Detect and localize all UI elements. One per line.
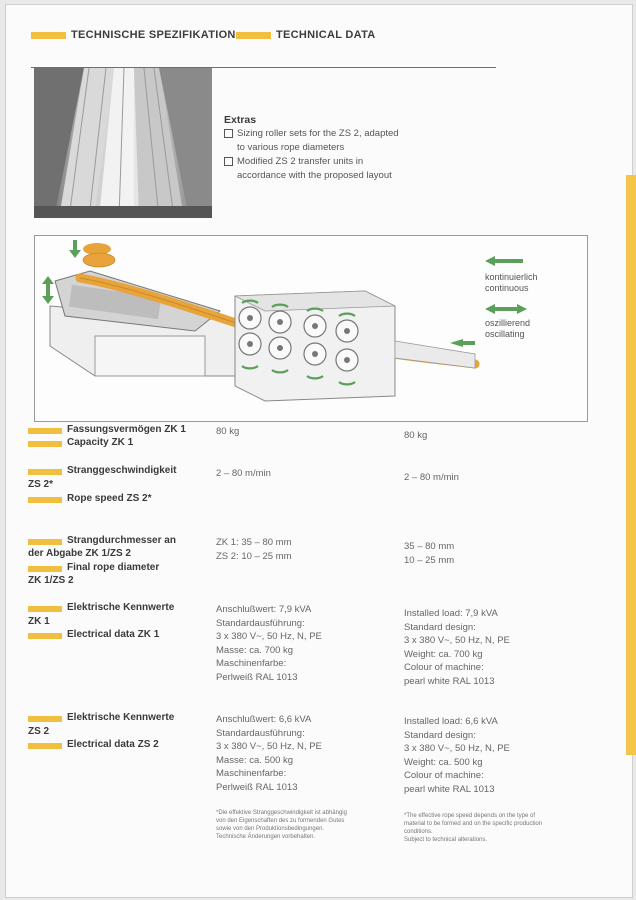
label-swatch	[28, 497, 62, 503]
header-swatch-left	[31, 32, 66, 39]
footnote-line: sowie von den Produktionsbedingungen.	[216, 826, 325, 832]
value-line: Perlweiß RAL 1013	[216, 781, 298, 793]
label-swatch	[28, 539, 62, 545]
footnote-line: *Die effektive Stranggeschwindigkeit ist abhängig	[216, 810, 347, 816]
elec-zk1-label-de-2: ZK 1	[28, 616, 50, 627]
legend-oscillating-en: oscillating	[485, 329, 525, 339]
label-swatch	[28, 441, 62, 447]
elec-zs2-label-de: Elektrische Kennwerte	[67, 712, 175, 723]
extras-title: Extras	[224, 114, 257, 126]
value-line: pearl white RAL 1013	[404, 783, 495, 795]
header-title-de: TECHNISCHE SPEZIFIKATION	[71, 29, 236, 41]
value-line: 3 x 380 V~, 50 Hz, N, PE	[216, 631, 322, 642]
machine-photo	[34, 68, 212, 218]
elec-zs2-value-en	[404, 715, 510, 796]
value-line: Installed load: 7,9 kVA	[404, 608, 498, 619]
footnote-en	[404, 812, 542, 844]
value-line: Standard design:	[404, 729, 476, 741]
value-line: Maschinenfarbe:	[216, 658, 287, 669]
label-swatch	[28, 743, 62, 749]
capacity-value-de: 80 kg	[216, 426, 240, 437]
footnote-line: von den Eigenschaften des zu formenden Gutes	[216, 818, 345, 824]
extras-item-text: Sizing roller sets for the ZS 2, adapted to various rope diameters	[237, 128, 399, 153]
label-swatch	[28, 716, 62, 722]
value-line: 10 – 25 mm	[404, 554, 455, 566]
rope-speed-value-de: 2 – 80 m/min	[216, 468, 271, 479]
value-line: Weight: ca. 700 kg	[404, 648, 483, 660]
diameter-value-en	[404, 540, 454, 567]
checkbox-icon	[224, 129, 233, 138]
extras-item	[224, 155, 404, 183]
value-line: 3 x 380 V~, 50 Hz, N, PE	[216, 741, 322, 752]
header-title-en: TECHNICAL DATA	[276, 29, 376, 41]
footnote-line: Technische Änderungen vorbehalten.	[216, 834, 316, 840]
capacity-value-en: 80 kg	[404, 430, 428, 441]
footnote-line: Subject to technical alterations.	[404, 837, 488, 843]
elec-zs2-label-de-2: ZS 2	[28, 726, 50, 737]
extras-block	[224, 113, 404, 183]
value-line: 3 x 380 V~, 50 Hz, N, PE	[404, 635, 510, 646]
rope-speed-label-de: Stranggeschwindigkeit	[67, 465, 177, 476]
elec-zk1-label-de: Elektrische Kennwerte	[67, 602, 175, 613]
value-line: Installed load: 6,6 kVA	[404, 716, 498, 727]
extras-item-text: Modified ZS 2 transfer units in accordance with the proposed layout	[237, 156, 392, 181]
diameter-label-de: Strangdurchmesser an	[67, 535, 176, 546]
legend-continuous-en: continuous	[485, 283, 529, 293]
label-swatch	[28, 469, 62, 475]
capacity-label-en: Capacity ZK 1	[67, 437, 134, 448]
rope-speed-value-en: 2 – 80 m/min	[404, 472, 459, 483]
footnote-line: conditions.	[404, 829, 433, 835]
label-swatch	[28, 606, 62, 612]
footnote-line: *The effective rope speed depends on the type of	[404, 813, 535, 819]
value-line: Masse: ca. 500 kg	[216, 754, 294, 766]
value-line: Standard design:	[404, 621, 476, 633]
rope-speed-label-en: Rope speed ZS 2*	[67, 493, 152, 504]
legend-oscillating	[485, 318, 530, 340]
value-line: Perlweiß RAL 1013	[216, 671, 298, 683]
elec-zk1-value-en	[404, 607, 510, 688]
value-line: Masse: ca. 700 kg	[216, 644, 294, 656]
value-line: ZS 2: 10 – 25 mm	[216, 550, 292, 562]
elec-zs2-label-en: Electrical data ZS 2	[67, 739, 159, 750]
label-swatch	[28, 633, 62, 639]
label-swatch	[28, 566, 62, 572]
machine-diagram	[34, 235, 588, 422]
value-line: Standardausführung:	[216, 617, 305, 629]
value-line: Colour of machine:	[404, 662, 484, 673]
diameter-label-de-2: der Abgabe ZK 1/ZS 2	[28, 548, 131, 559]
yellow-side-bar	[626, 175, 636, 755]
legend-continuous	[485, 272, 538, 294]
value-line: pearl white RAL 1013	[404, 675, 495, 687]
header-swatch-right	[236, 32, 271, 39]
elec-zk1-value-de	[216, 603, 322, 684]
capacity-label-de: Fassungsvermögen ZK 1	[67, 424, 186, 435]
value-line: Maschinenfarbe:	[216, 768, 287, 779]
elec-zs2-value-de	[216, 713, 322, 794]
elec-zk1-label-en: Electrical data ZK 1	[67, 629, 160, 640]
value-line: Anschlußwert: 7,9 kVA	[216, 604, 312, 615]
diameter-label-en: Final rope diameter	[67, 562, 160, 573]
label-swatch	[28, 428, 62, 434]
legend-oscillating-de: oszillierend	[485, 318, 531, 328]
extras-item	[224, 127, 404, 155]
value-line: Standardausführung:	[216, 727, 305, 739]
footnote-line: material to be formed and on the specific production	[404, 821, 543, 827]
value-line: Anschlußwert: 6,6 kVA	[216, 714, 312, 725]
rope-speed-label-de-2: ZS 2*	[28, 479, 54, 490]
document-page	[6, 5, 632, 897]
value-line: ZK 1: 35 – 80 mm	[216, 537, 292, 548]
diameter-label-en-2: ZK 1/ZS 2	[28, 575, 74, 586]
legend-continuous-de: kontinuierlich	[485, 272, 538, 282]
value-line: 3 x 380 V~, 50 Hz, N, PE	[404, 743, 510, 754]
footnote-de	[216, 809, 347, 841]
diameter-value-de	[216, 536, 292, 563]
value-line: 35 – 80 mm	[404, 541, 455, 552]
value-line: Weight: ca. 500 kg	[404, 756, 483, 768]
checkbox-icon	[224, 157, 233, 166]
value-line: Colour of machine:	[404, 770, 484, 781]
